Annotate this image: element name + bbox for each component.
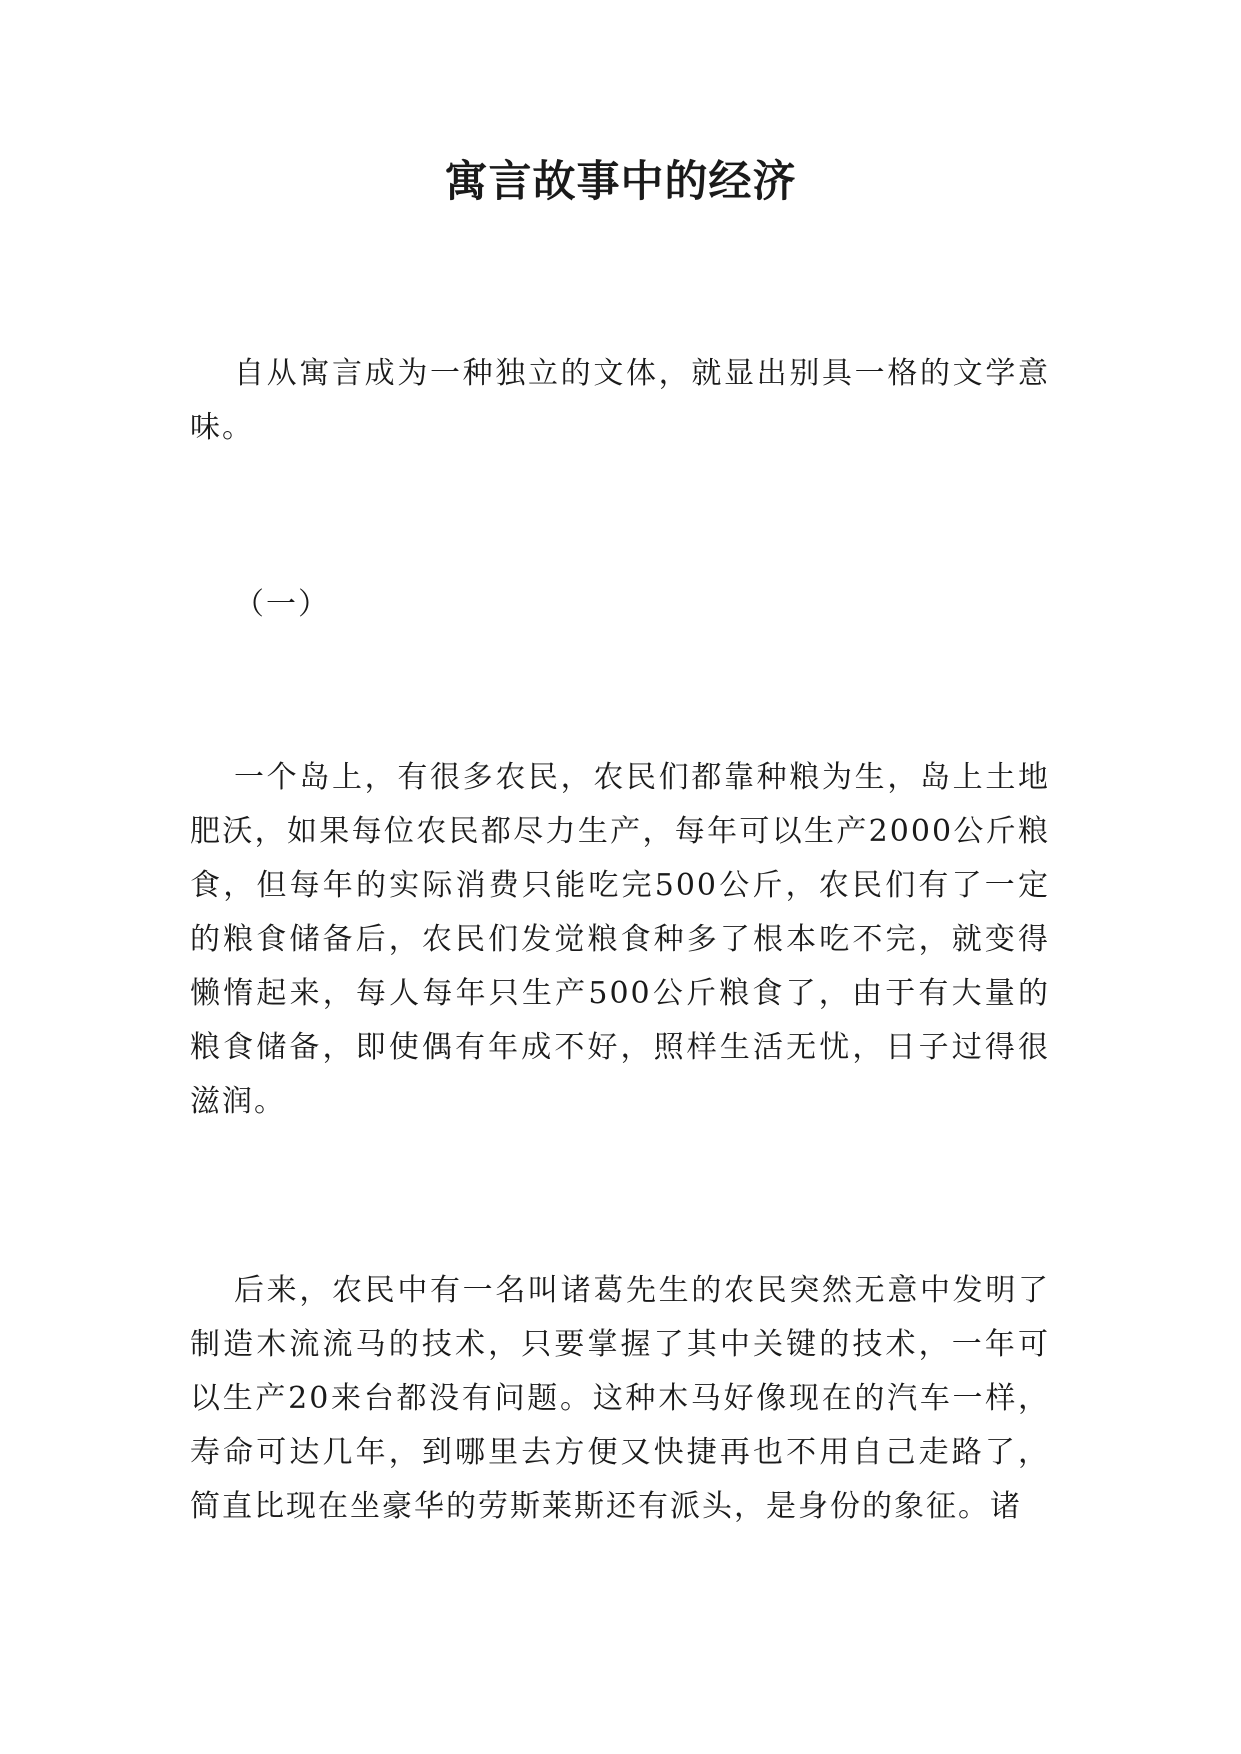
paragraph-island-farmers: 一个岛上，有很多农民，农民们都靠种粮为生，岛上土地肥沃，如果每位农民都尽力生产，每年可以生产2000公斤粮食，但每年的实际消费只能吃完500公斤，农民们有了一定的粮食储备后，农民们发觉粮食种多了根本吃不完，就变得懒惰起来，每人每年只生产500公斤粮食了，由于有大量的粮食储备，即使偶有年成不好，照样生活无忧，日子过得很滋润。 <box>190 760 1050 1119</box>
paragraph-intro: 自从寓言成为一种独立的文体，就显出别具一格的文学意味。 <box>190 356 1050 445</box>
section-heading-one: （一） <box>234 587 330 622</box>
paragraph-wooden-horse: 后来，农民中有一名叫诸葛先生的农民突然无意中发明了制造木流流马的技术，只要掌握了其中关键的技术，一年可以生产20来台都没有问题。这种木马好像现在的汽车一样，寿命可达几年，到哪里去方便又快捷再也不用自己走路了，简直比现在坐豪华的劳斯莱斯还有派头，是身份的象征。诸 <box>190 1273 1050 1524</box>
document-title: 寓言故事中的经济 <box>444 157 797 207</box>
